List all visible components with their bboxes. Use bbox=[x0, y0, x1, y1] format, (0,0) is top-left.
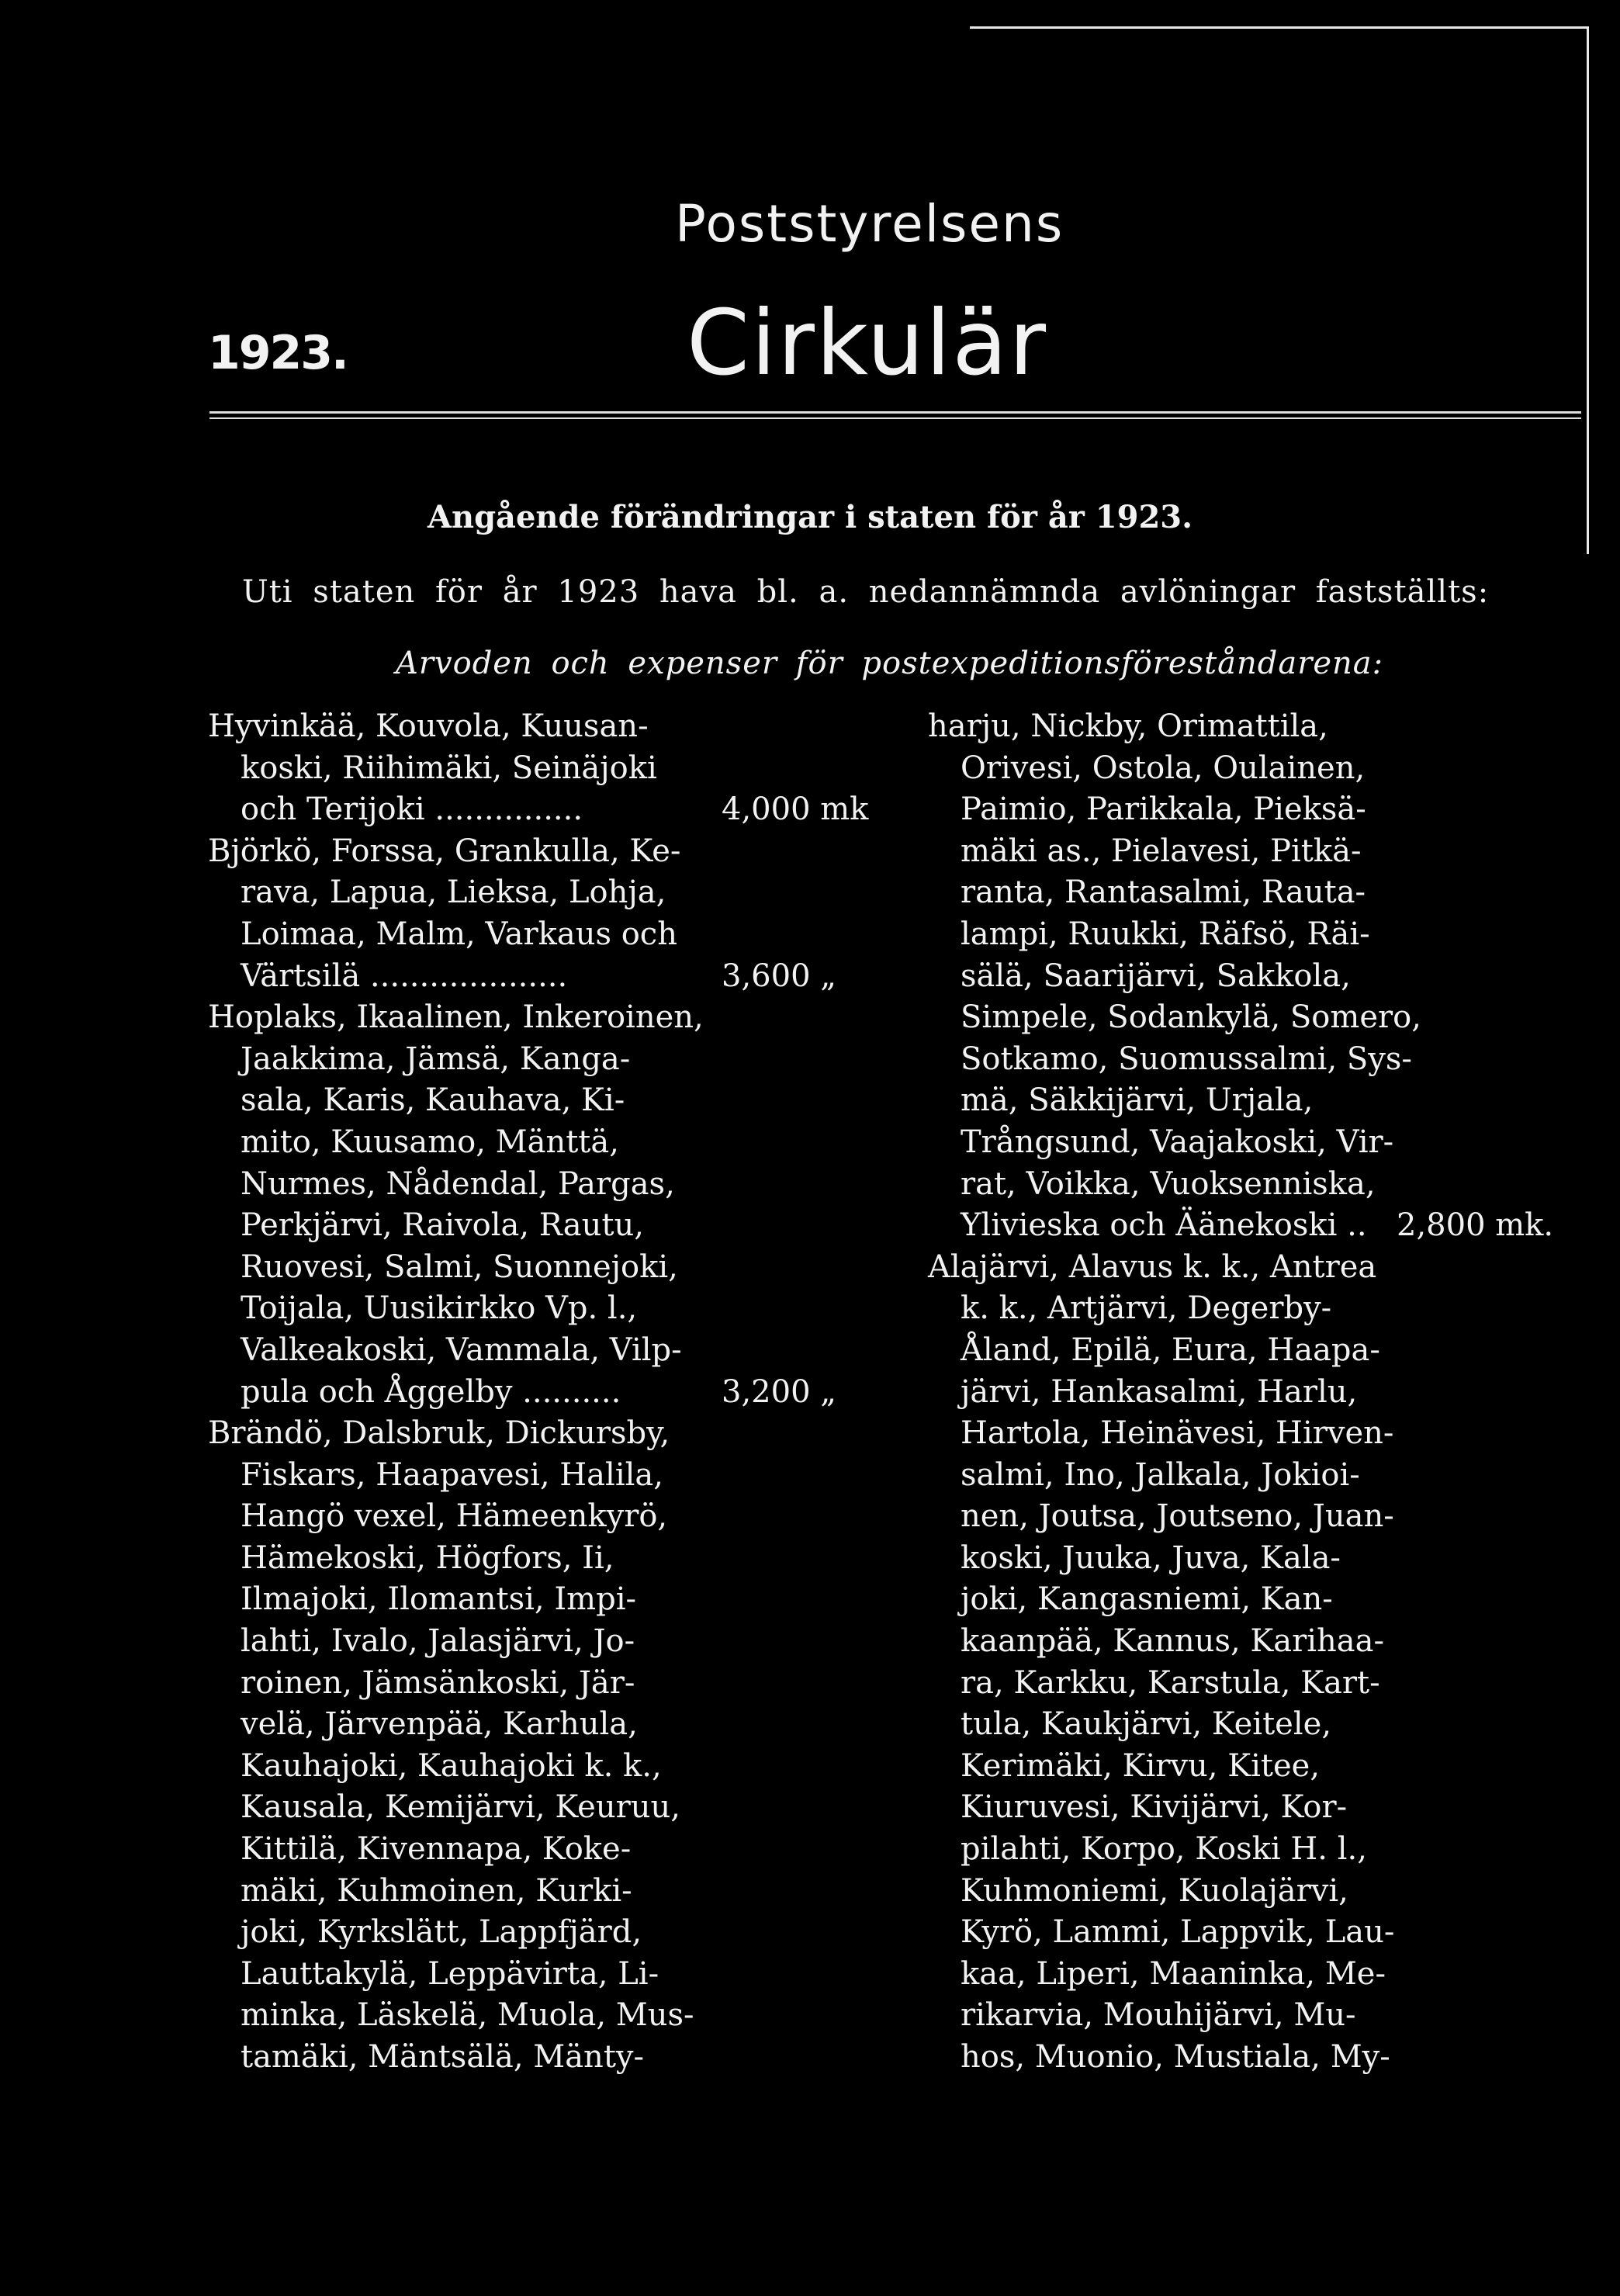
entry-line: mäki as., Pielavesi, Pitkä- bbox=[961, 833, 1362, 869]
entry-line: joki, Kyrkslätt, Lappfjärd, bbox=[241, 1914, 642, 1951]
rate-entry bbox=[208, 997, 704, 1413]
rate-entry bbox=[208, 1413, 697, 2079]
entry-line: tula, Kaukjärvi, Keitele, bbox=[961, 1706, 1332, 1743]
entry-line: ranta, Rantasalmi, Rauta- bbox=[961, 874, 1366, 911]
entry-line: Hartola, Heinävesi, Hirven- bbox=[961, 1415, 1394, 1452]
entry-line: Fiskars, Haapavesi, Halila, bbox=[241, 1456, 663, 1493]
entry-line: Hyvinkää, Kouvola, Kuusan- bbox=[208, 708, 649, 744]
left-column bbox=[208, 706, 704, 2079]
entry-line: tamäki, Mäntsälä, Mänty- bbox=[241, 2039, 644, 2075]
entry-line: Lauttakylä, Leppävirta, Li- bbox=[241, 1955, 659, 1992]
entry-line: lampi, Ruukki, Räfsö, Räi- bbox=[961, 916, 1370, 952]
frame-line-top bbox=[970, 26, 1589, 29]
entry-line: minka, Läskelä, Muola, Mus- bbox=[241, 1997, 694, 2034]
title-rule bbox=[209, 411, 1581, 414]
entry-line: Simpele, Sodankylä, Somero, bbox=[961, 999, 1421, 1036]
entry-line: kaa, Liperi, Maaninka, Me- bbox=[961, 1955, 1386, 1992]
entry-line: lahti, Ivalo, Jalasjärvi, Jo- bbox=[241, 1623, 635, 1660]
entry-line: rikarvia, Mouhijärvi, Mu- bbox=[961, 1997, 1356, 2034]
entry-line: Kittilä, Kivennapa, Koke- bbox=[241, 1831, 632, 1868]
entry-line: velä, Järvenpää, Karhula, bbox=[241, 1706, 638, 1743]
entry-line: sala, Karis, Kauhava, Ki- bbox=[241, 1082, 625, 1119]
entry-line: salmi, Ino, Jalkala, Jokioi- bbox=[961, 1456, 1360, 1493]
entry-line: pula och Åggelby .......... bbox=[241, 1373, 621, 1410]
rate-amount: 3,200 „ bbox=[722, 1373, 836, 1410]
entry-line: Sotkamo, Suomussalmi, Sys- bbox=[961, 1041, 1412, 1077]
entry-line: kaanpää, Kannus, Karihaa- bbox=[961, 1623, 1385, 1660]
entry-line: Hangö vexel, Hämeenkyrö, bbox=[241, 1498, 668, 1535]
entry-line: sälä, Saarijärvi, Sakkola, bbox=[961, 958, 1351, 994]
entry-line: Trångsund, Vaajakoski, Vir- bbox=[961, 1124, 1394, 1160]
entry-line: mäki, Kuhmoinen, Kurki- bbox=[241, 1872, 632, 1909]
entry-line: Perkjärvi, Raivola, Rautu, bbox=[241, 1207, 644, 1244]
entry-line: Kauhajoki, Kauhajoki k. k., bbox=[241, 1747, 662, 1784]
entry-line: harju, Nickby, Orimattila, bbox=[928, 708, 1328, 744]
entry-line: Björkö, Forssa, Grankulla, Ke- bbox=[208, 833, 681, 869]
circular-issuer: Poststyrelsens bbox=[675, 194, 1064, 254]
right-column bbox=[928, 706, 1421, 2079]
entry-line: Valkeakoski, Vammala, Vilp- bbox=[241, 1332, 682, 1368]
entry-line: järvi, Hankasalmi, Harlu, bbox=[961, 1373, 1358, 1410]
entry-line: Hämekoski, Högfors, Ii, bbox=[241, 1539, 614, 1576]
circular-year: 1923. bbox=[208, 326, 348, 380]
circular-title: Cirkulär bbox=[687, 291, 1048, 396]
entry-line: rat, Voikka, Vuoksenniska, bbox=[961, 1165, 1376, 1202]
entry-line: Jaakkima, Jämsä, Kanga- bbox=[241, 1041, 631, 1077]
rate-amount: 4,000 mk bbox=[722, 791, 869, 828]
entry-line: Alajärvi, Alavus k. k., Antrea bbox=[928, 1248, 1377, 1285]
entry-line: och Terijoki ............... bbox=[241, 791, 583, 828]
entry-line: ra, Karkku, Karstula, Kart- bbox=[961, 1664, 1380, 1701]
entry-line: Ruovesi, Salmi, Suonnejoki, bbox=[241, 1248, 678, 1285]
entry-line: Kuhmoniemi, Kuolajärvi, bbox=[961, 1872, 1348, 1909]
entry-line: Toijala, Uusikirkko Vp. l., bbox=[241, 1290, 638, 1327]
rate-entry bbox=[928, 706, 1421, 2079]
entry-line: Paimio, Parikkala, Pieksä- bbox=[961, 791, 1366, 828]
entry-line: roinen, Jämsänkoski, Jär- bbox=[241, 1664, 635, 1701]
section-subheading: Arvoden och expenser för postexpeditionsföreståndarena: bbox=[396, 646, 1384, 681]
document-heading: Angående förändringar i staten för år 1923. bbox=[427, 499, 1193, 535]
entry-line: koski, Riihimäki, Seinäjoki bbox=[241, 750, 657, 786]
entry-line: Åland, Epilä, Eura, Haapa- bbox=[961, 1332, 1380, 1368]
entry-line: Kausala, Kemijärvi, Keuruu, bbox=[241, 1789, 680, 1826]
rate-amount: 3,600 „ bbox=[722, 958, 836, 994]
frame-line-right bbox=[1587, 26, 1589, 554]
entry-line: k. k., Artjärvi, Degerby- bbox=[961, 1290, 1332, 1327]
rate-entry bbox=[208, 831, 697, 997]
rate-amount: 2,800 mk. bbox=[1397, 1207, 1554, 1244]
entry-line: hos, Muonio, Mustiala, My- bbox=[961, 2039, 1390, 2075]
entry-line: joki, Kangasniemi, Kan- bbox=[961, 1581, 1333, 1618]
entry-line: Orivesi, Ostola, Oulainen, bbox=[961, 750, 1366, 786]
entry-line: Brändö, Dalsbruk, Dickursby, bbox=[208, 1415, 670, 1452]
entry-line: Kyrö, Lammi, Lappvik, Lau- bbox=[961, 1914, 1395, 1951]
entry-line: rava, Lapua, Lieksa, Lohja, bbox=[241, 874, 666, 911]
entry-line: Värtsilä .................... bbox=[241, 958, 568, 994]
entry-line: Loimaa, Malm, Varkaus och bbox=[241, 916, 677, 952]
entry-line: nen, Joutsa, Joutseno, Juan- bbox=[961, 1498, 1394, 1535]
entry-line: mito, Kuusamo, Mänttä, bbox=[241, 1124, 619, 1160]
intro-paragraph: Uti staten för år 1923 hava bl. a. nedannämnda avlöningar fastställts: bbox=[242, 574, 1490, 610]
entry-line: Kiuruvesi, Kivijärvi, Kor- bbox=[961, 1789, 1348, 1826]
entry-line: koski, Juuka, Juva, Kala- bbox=[961, 1539, 1341, 1576]
entry-line: Hoplaks, Ikaalinen, Inkeroinen, bbox=[208, 999, 704, 1036]
entry-line: Nurmes, Nådendal, Pargas, bbox=[241, 1165, 675, 1202]
entry-line: Ylivieska och Äänekoski .. bbox=[961, 1207, 1367, 1244]
entry-line: Kerimäki, Kirvu, Kitee, bbox=[961, 1747, 1321, 1784]
entry-line: Ilmajoki, Ilomantsi, Impi- bbox=[241, 1581, 636, 1618]
entry-line: pilahti, Korpo, Koski H. l., bbox=[961, 1831, 1367, 1868]
rate-entry bbox=[208, 706, 697, 831]
entry-line: mä, Säkkijärvi, Urjala, bbox=[961, 1082, 1314, 1119]
title-rule-second bbox=[209, 417, 1581, 419]
